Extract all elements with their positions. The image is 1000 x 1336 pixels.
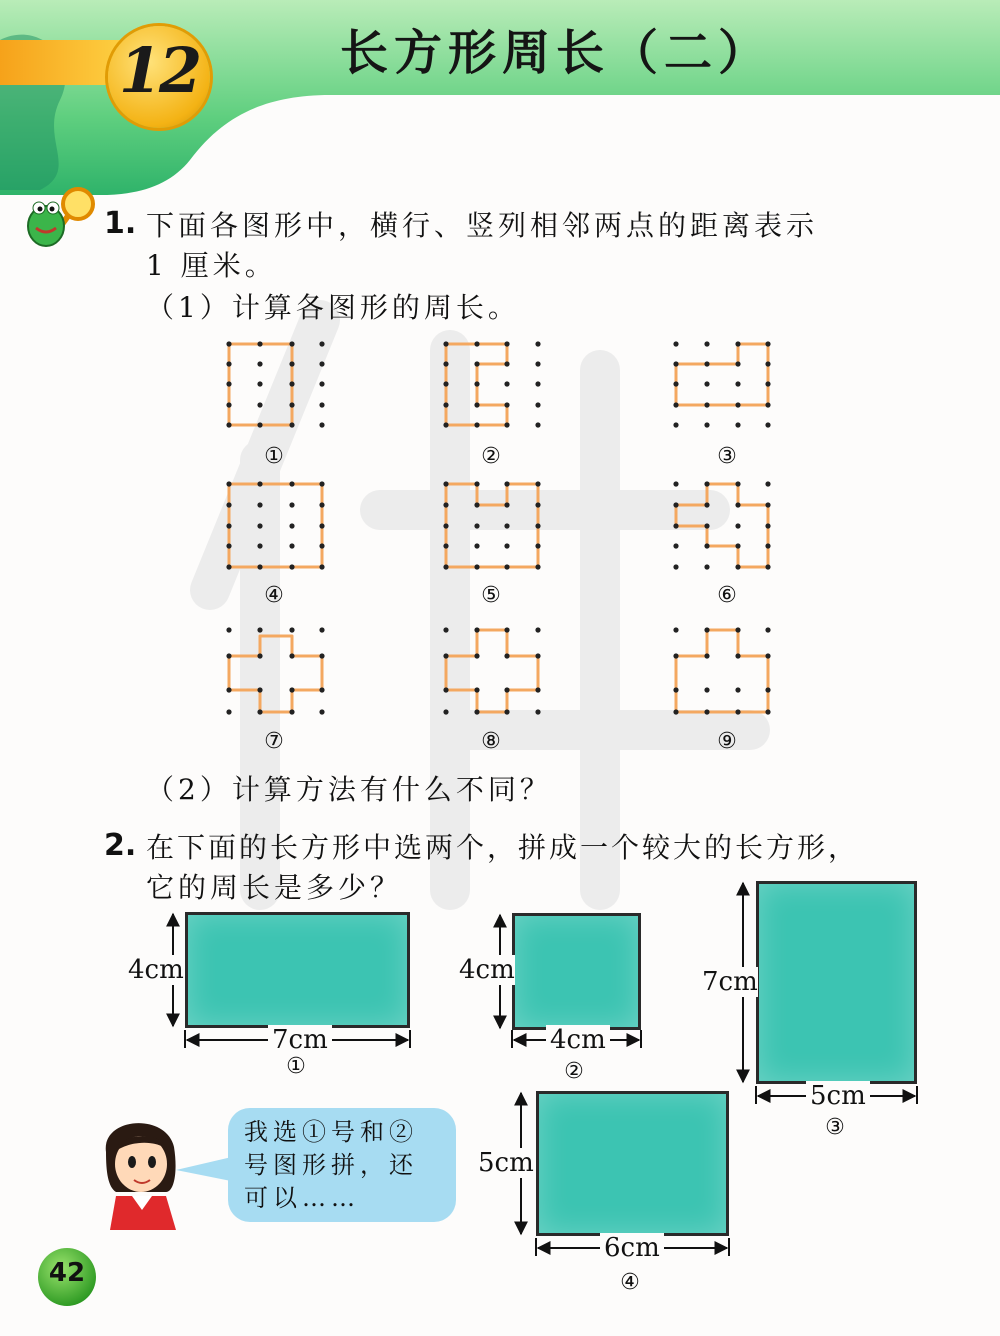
grid-dot xyxy=(226,523,231,528)
speech-line-3: 可以…… xyxy=(244,1184,360,1212)
grid-dot xyxy=(765,709,770,714)
grid-dot xyxy=(474,341,479,346)
grid-dot xyxy=(765,402,770,407)
grid-dot xyxy=(226,361,231,366)
grid-dot xyxy=(257,502,262,507)
grid-dot xyxy=(226,653,231,658)
grid-dot xyxy=(443,653,448,658)
grid-dot xyxy=(735,381,740,386)
rect-1-width-label: 7cm xyxy=(268,1025,332,1055)
grid-dot xyxy=(257,422,262,427)
grid-dot xyxy=(319,564,324,569)
speech-bubble-text xyxy=(244,1116,454,1215)
grid-dot xyxy=(257,361,262,366)
grid-dot xyxy=(504,564,509,569)
grid-dot xyxy=(704,361,709,366)
question-2-number: 2. xyxy=(104,828,137,863)
grid-dot xyxy=(257,381,262,386)
question-1-number: 1. xyxy=(104,206,137,241)
rect-2-height-label: 4cm xyxy=(459,955,515,985)
grid-dot xyxy=(673,381,678,386)
question-1-part-2: （2）计算方法有什么不同？ xyxy=(146,773,552,806)
figure-label-6: ⑥ xyxy=(717,583,737,608)
grid-dot xyxy=(474,523,479,528)
grid-dot xyxy=(765,481,770,486)
rect-4-label: ④ xyxy=(620,1270,640,1295)
grid-dot xyxy=(226,543,231,548)
grid-dot xyxy=(226,402,231,407)
grid-dot xyxy=(704,627,709,632)
grid-dot xyxy=(704,543,709,548)
figure-7-outline xyxy=(229,636,322,712)
grid-dot xyxy=(765,543,770,548)
grid-dot xyxy=(226,502,231,507)
grid-dot xyxy=(289,709,294,714)
grid-dot xyxy=(289,564,294,569)
grid-dot xyxy=(673,709,678,714)
rect-1-height-label: 4cm xyxy=(128,955,184,985)
grid-dot xyxy=(257,523,262,528)
grid-dot xyxy=(504,653,509,658)
grid-dot xyxy=(474,627,479,632)
grid-dot xyxy=(289,341,294,346)
grid-dot xyxy=(443,381,448,386)
figure-label-3: ③ xyxy=(717,444,737,469)
grid-dot xyxy=(673,422,678,427)
grid-dot xyxy=(289,653,294,658)
question-1-part-1: （1）计算各图形的周长。 xyxy=(146,291,520,324)
grid-dot xyxy=(535,687,540,692)
grid-dot xyxy=(319,402,324,407)
grid-dot xyxy=(735,422,740,427)
grid-dot xyxy=(319,543,324,548)
figure-label-2: ② xyxy=(481,444,501,469)
grid-dot xyxy=(704,341,709,346)
grid-dot xyxy=(704,687,709,692)
grid-dot xyxy=(504,341,509,346)
grid-dot xyxy=(535,653,540,658)
grid-dot xyxy=(474,422,479,427)
grid-dot xyxy=(765,381,770,386)
grid-dot xyxy=(319,422,324,427)
grid-dot xyxy=(535,543,540,548)
grid-dot xyxy=(673,627,678,632)
question-2-text-line2: 它的周长是多少？ xyxy=(146,871,403,904)
girl-character xyxy=(96,1112,186,1232)
grid-dot xyxy=(319,502,324,507)
grid-dot xyxy=(319,381,324,386)
grid-dot xyxy=(504,381,509,386)
lesson-number: 12 xyxy=(118,34,200,107)
grid-dot xyxy=(765,502,770,507)
question-2-text-line1: 在下面的长方形中选两个，拼成一个较大的长方形， xyxy=(146,831,860,864)
grid-dot xyxy=(735,709,740,714)
grid-dot xyxy=(319,709,324,714)
grid-dot xyxy=(735,687,740,692)
grid-dot xyxy=(443,627,448,632)
grid-dot xyxy=(535,564,540,569)
grid-dot xyxy=(673,402,678,407)
grid-dot xyxy=(257,564,262,569)
rect-2-label: ② xyxy=(564,1059,584,1084)
grid-dot xyxy=(673,564,678,569)
grid-dot xyxy=(673,341,678,346)
grid-dot xyxy=(535,422,540,427)
grid-dot xyxy=(504,422,509,427)
dot-grid-figures xyxy=(0,330,1000,730)
grid-dot xyxy=(504,687,509,692)
grid-dot xyxy=(226,381,231,386)
grid-dot xyxy=(257,653,262,658)
grid-dot xyxy=(704,422,709,427)
grid-dot xyxy=(535,523,540,528)
speech-line-2: 号图形拼，还 xyxy=(244,1151,418,1179)
rect-3-height-label: 7cm xyxy=(702,967,758,997)
rect-2-width-label: 4cm xyxy=(546,1025,610,1055)
figure-label-5: ⑤ xyxy=(481,583,501,608)
grid-dot xyxy=(474,687,479,692)
grid-dot xyxy=(226,564,231,569)
grid-dot xyxy=(735,481,740,486)
grid-dot xyxy=(765,523,770,528)
grid-dot xyxy=(443,687,448,692)
grid-dot xyxy=(319,523,324,528)
grid-dot xyxy=(504,627,509,632)
grid-dot xyxy=(765,653,770,658)
grid-dot xyxy=(535,402,540,407)
figure-6-outline xyxy=(676,484,768,567)
figure-5-outline xyxy=(446,484,538,567)
rect-4-width-label: 6cm xyxy=(600,1233,664,1263)
grid-dot xyxy=(735,341,740,346)
grid-dot xyxy=(535,502,540,507)
grid-dot xyxy=(504,543,509,548)
figure-label-4: ④ xyxy=(264,583,284,608)
figure-label-1: ① xyxy=(264,444,284,469)
grid-dot xyxy=(443,402,448,407)
grid-dot xyxy=(289,687,294,692)
grid-dot xyxy=(535,341,540,346)
page-number: 42 xyxy=(48,1258,86,1288)
grid-dot xyxy=(319,481,324,486)
grid-dot xyxy=(673,653,678,658)
figure-label-9: ⑨ xyxy=(717,729,737,754)
grid-dot xyxy=(673,361,678,366)
grid-dot xyxy=(535,627,540,632)
grid-dot xyxy=(257,402,262,407)
grid-dot xyxy=(226,341,231,346)
grid-dot xyxy=(704,709,709,714)
grid-dot xyxy=(735,361,740,366)
grid-dot xyxy=(704,381,709,386)
grid-dot xyxy=(257,341,262,346)
grid-dot xyxy=(673,687,678,692)
grid-dot xyxy=(257,543,262,548)
grid-dot xyxy=(535,481,540,486)
grid-dot xyxy=(474,564,479,569)
figure-8-outline xyxy=(446,630,538,712)
grid-dot xyxy=(535,709,540,714)
grid-dot xyxy=(735,502,740,507)
grid-dot xyxy=(704,402,709,407)
grid-dot xyxy=(289,627,294,632)
grid-dot xyxy=(735,543,740,548)
grid-dot xyxy=(704,481,709,486)
grid-dot xyxy=(504,523,509,528)
grid-dot xyxy=(474,653,479,658)
speech-bubble-tail xyxy=(176,1150,236,1190)
grid-dot xyxy=(474,402,479,407)
grid-dot xyxy=(673,481,678,486)
grid-dot xyxy=(443,709,448,714)
grid-dot xyxy=(443,543,448,548)
grid-dot xyxy=(673,543,678,548)
grid-dot xyxy=(504,481,509,486)
grid-dot xyxy=(443,341,448,346)
grid-dot xyxy=(673,502,678,507)
grid-dot xyxy=(765,627,770,632)
grid-dot xyxy=(289,381,294,386)
grid-dot xyxy=(535,381,540,386)
question-1-text-line2: 1 厘米。 xyxy=(146,249,277,282)
grid-dot xyxy=(443,361,448,366)
figure-4-outline xyxy=(229,484,322,567)
grid-dot xyxy=(443,422,448,427)
grid-dot xyxy=(226,687,231,692)
grid-dot xyxy=(319,341,324,346)
page-title: 长方形周长（二） xyxy=(340,25,773,81)
grid-dot xyxy=(226,481,231,486)
grid-dot xyxy=(735,523,740,528)
grid-dot xyxy=(765,687,770,692)
grid-dot xyxy=(257,687,262,692)
grid-dot xyxy=(474,381,479,386)
frog-magnifier-icon xyxy=(22,186,98,254)
grid-dot xyxy=(319,687,324,692)
grid-dot xyxy=(474,481,479,486)
grid-dot xyxy=(704,564,709,569)
figure-3-outline xyxy=(676,344,768,405)
grid-dot xyxy=(319,627,324,632)
grid-dot xyxy=(289,361,294,366)
speech-line-1: 我选①号和② xyxy=(244,1118,418,1146)
grid-dot xyxy=(504,361,509,366)
rect-4-height-label: 5cm xyxy=(478,1148,534,1178)
grid-dot xyxy=(289,402,294,407)
grid-dot xyxy=(735,627,740,632)
grid-dot xyxy=(673,523,678,528)
grid-dot xyxy=(474,361,479,366)
grid-dot xyxy=(226,627,231,632)
figure-label-7: ⑦ xyxy=(264,729,284,754)
grid-dot xyxy=(257,481,262,486)
grid-dot xyxy=(765,341,770,346)
grid-dot xyxy=(289,481,294,486)
grid-dot xyxy=(443,502,448,507)
grid-dot xyxy=(257,627,262,632)
figure-9-outline xyxy=(676,630,768,712)
grid-dot xyxy=(704,653,709,658)
grid-dot xyxy=(226,709,231,714)
grid-dot xyxy=(735,653,740,658)
grid-dot xyxy=(257,709,262,714)
grid-dot xyxy=(474,709,479,714)
grid-dot xyxy=(289,523,294,528)
grid-dot xyxy=(226,422,231,427)
grid-dot xyxy=(765,422,770,427)
grid-dot xyxy=(289,422,294,427)
grid-dot xyxy=(474,543,479,548)
grid-dot xyxy=(504,502,509,507)
grid-dot xyxy=(704,502,709,507)
rect-1-label: ① xyxy=(286,1054,306,1079)
grid-dot xyxy=(474,502,479,507)
grid-dot xyxy=(704,523,709,528)
question-1-text-line1: 下面各图形中，横行、竖列相邻两点的距离表示 xyxy=(146,209,819,242)
grid-dot xyxy=(504,709,509,714)
grid-dot xyxy=(504,402,509,407)
grid-dot xyxy=(319,653,324,658)
grid-dot xyxy=(735,564,740,569)
grid-dot xyxy=(535,361,540,366)
figure-label-8: ⑧ xyxy=(481,729,501,754)
grid-dot xyxy=(765,361,770,366)
rect-3-label: ③ xyxy=(825,1115,845,1140)
grid-dot xyxy=(443,523,448,528)
grid-dot xyxy=(443,564,448,569)
grid-dot xyxy=(765,564,770,569)
rect-3-width-label: 5cm xyxy=(806,1081,870,1111)
grid-dot xyxy=(735,402,740,407)
grid-dot xyxy=(319,361,324,366)
grid-dot xyxy=(289,543,294,548)
grid-dot xyxy=(443,481,448,486)
grid-dot xyxy=(289,502,294,507)
